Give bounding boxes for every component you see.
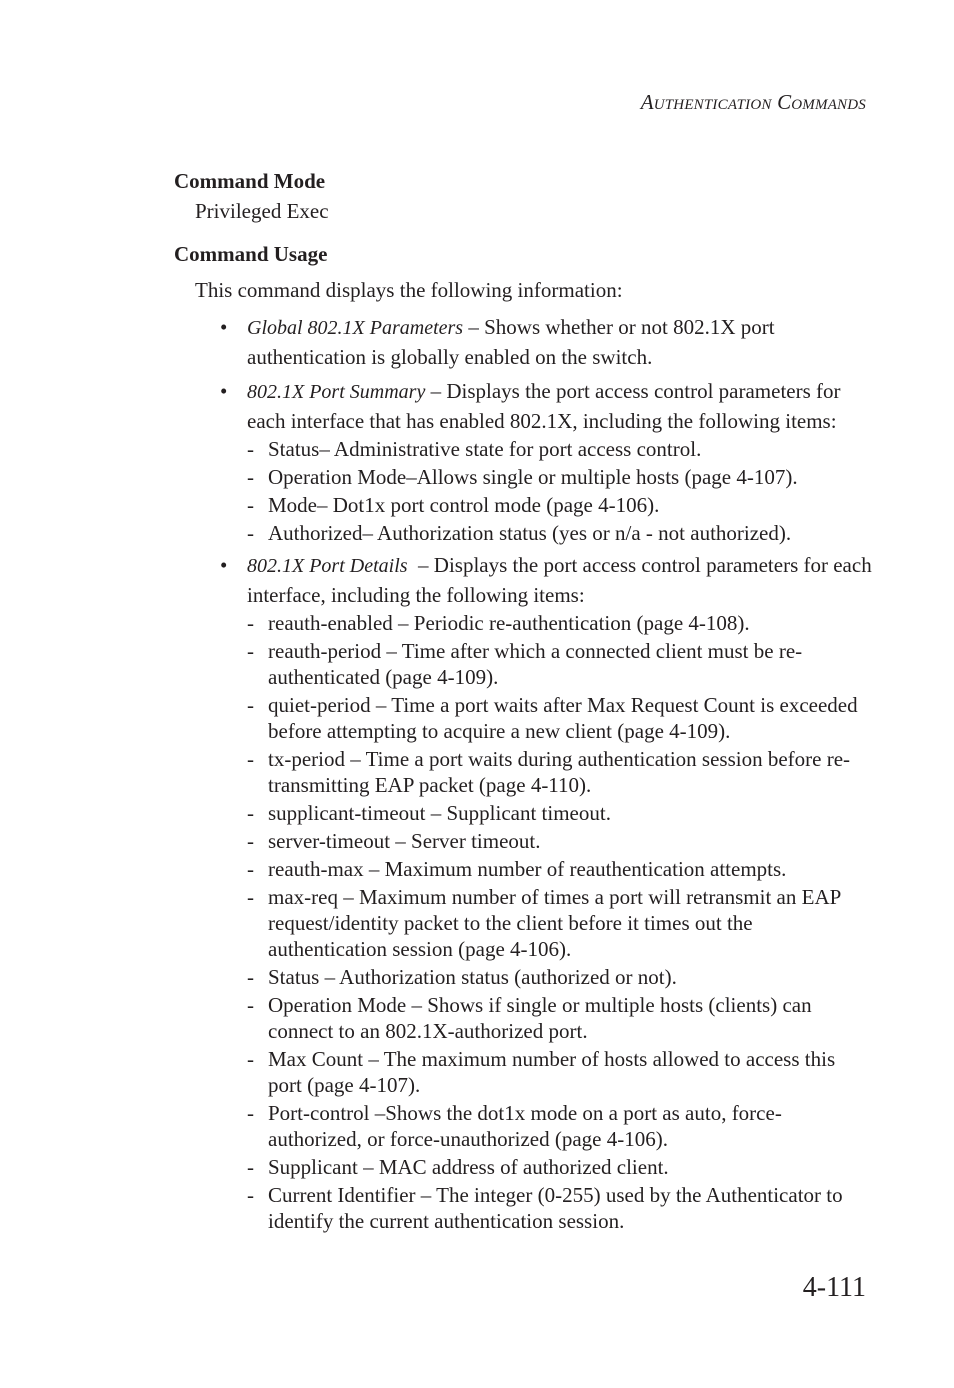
bullet-item-name: Global 802.1X Parameters (247, 317, 464, 339)
sub-item-text: quiet-period – Time a port waits after Max Request Count is exceeded before attempting to acquire a new client (page 4-109). (268, 693, 858, 743)
usage-bullet-list (174, 313, 877, 1234)
dash-icon: - (247, 801, 254, 825)
sub-item-text: Authorized– Authorization status (yes or n/a - not authorized). (268, 521, 792, 545)
sub-item-text: Port-control –Shows the dot1x mode on a port as auto, force-authorized, or force-unauthorized (page 4-106). (268, 1101, 782, 1151)
sub-item-text: reauth-max – Maximum number of reauthentication attempts. (268, 857, 787, 881)
bullet-item-text: – Shows whether or not 802.1X port authentication is globally enabled on the switch. (247, 315, 780, 369)
dash-icon: - (247, 1101, 254, 1125)
sub-item (247, 492, 874, 518)
sub-item-text: server-timeout – Server timeout. (268, 829, 541, 853)
sub-item (247, 884, 874, 962)
sub-item-text: Mode– Dot1x port control mode (page 4-106). (268, 493, 660, 517)
sub-item-text: Operation Mode – Shows if single or multiple hosts (clients) can connect to an 802.1X-authorized port. (268, 993, 812, 1043)
dash-icon: - (247, 639, 254, 663)
sub-item-list (247, 610, 874, 1234)
bullet-item-name: 802.1X Port Summary (247, 381, 426, 403)
dash-icon: - (247, 885, 254, 909)
sub-item-text: Status – Authorization status (authorized or not). (268, 965, 677, 989)
command-mode-heading: Command Mode (174, 169, 326, 193)
sub-item (247, 964, 874, 990)
sub-item (247, 746, 874, 798)
sub-item-text: reauth-period – Time after which a connected client must be re-authenticated (page 4-109). (268, 639, 803, 689)
sub-item (247, 520, 874, 546)
dash-icon: - (247, 857, 254, 881)
dash-icon: - (247, 693, 254, 717)
bullet-item-text: – Displays the port access control parameters for each interface, including the following items: (247, 553, 877, 607)
dash-icon: - (247, 1047, 254, 1071)
command-usage-intro: This command displays the following information: (195, 278, 623, 302)
bullet-item (220, 313, 874, 372)
dash-icon: - (247, 493, 254, 517)
sub-item (247, 692, 874, 744)
sub-item (247, 464, 874, 490)
dash-icon: - (247, 437, 254, 461)
sub-item-list (247, 436, 874, 546)
dash-icon: - (247, 829, 254, 853)
command-usage-heading: Command Usage (174, 242, 328, 266)
bullet-item-text: – Displays the port access control parameters for each interface that has enabled 802.1X, including the following items: (247, 379, 846, 433)
bullet-icon: • (220, 379, 228, 403)
sub-item (247, 638, 874, 690)
page-number: 4-111 (802, 1272, 866, 1303)
dash-icon: - (247, 965, 254, 989)
sub-item (247, 1154, 874, 1180)
dash-icon: - (247, 993, 254, 1017)
sub-item (247, 1182, 874, 1234)
dash-icon: - (247, 747, 254, 771)
bullet-item-name: 802.1X Port Details (247, 555, 408, 577)
sub-item (247, 992, 874, 1044)
dash-icon: - (247, 521, 254, 545)
dash-icon: - (247, 1155, 254, 1179)
sub-item (247, 1046, 874, 1098)
bullet-icon: • (220, 553, 228, 577)
sub-item (247, 610, 874, 636)
dash-icon: - (247, 1183, 254, 1207)
sub-item-text: Status– Administrative state for port access control. (268, 437, 702, 461)
dash-icon: - (247, 611, 254, 635)
page-content (174, 166, 877, 1239)
sub-item (247, 828, 874, 854)
sub-item-text: Operation Mode–Allows single or multiple hosts (page 4-107). (268, 465, 798, 489)
sub-item-text: reauth-enabled – Periodic re-authentication (page 4-108). (268, 611, 750, 635)
sub-item-text: supplicant-timeout – Supplicant timeout. (268, 801, 611, 825)
command-mode-value: Privileged Exec (195, 199, 329, 223)
sub-item-text: Max Count – The maximum number of hosts allowed to access this port (page 4-107). (268, 1047, 836, 1097)
bullet-icon: • (220, 315, 228, 339)
sub-item (247, 856, 874, 882)
bullet-item (220, 551, 877, 1234)
sub-item-text: tx-period – Time a port waits during authentication session before re-transmitting EAP packet (page 4-110). (268, 747, 851, 797)
sub-item (247, 436, 874, 462)
sub-item (247, 800, 874, 826)
sub-item-text: Supplicant – MAC address of authorized client. (268, 1155, 669, 1179)
dash-icon: - (247, 465, 254, 489)
running-header: Authentication Commands (640, 90, 866, 114)
sub-item (247, 1100, 874, 1152)
sub-item-text: Current Identifier – The integer (0-255) used by the Authenticator to identify the current authentication session. (268, 1183, 843, 1233)
bullet-item (220, 377, 874, 546)
sub-item-text: max-req – Maximum number of times a port will retransmit an EAP request/identity packet to the client before it times out the authentication session (page 4-106). (268, 885, 841, 961)
